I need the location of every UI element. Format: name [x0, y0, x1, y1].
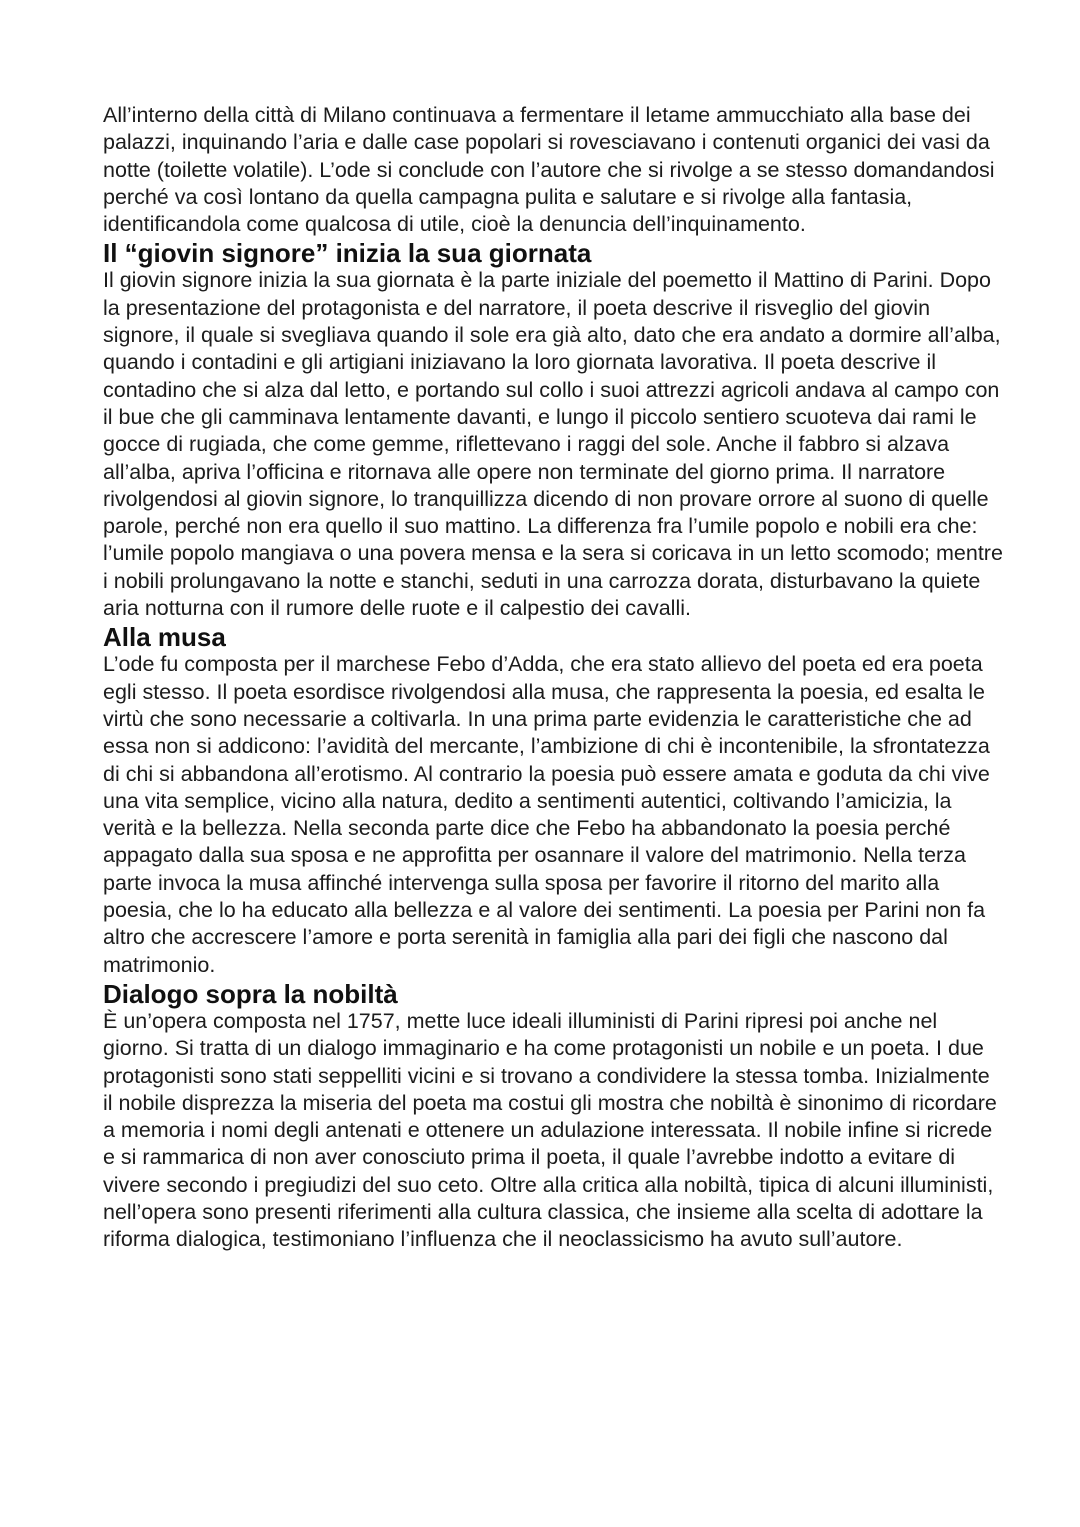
section-heading-dialogo-nobilta: Dialogo sopra la nobiltà	[103, 978, 398, 1009]
section-heading-alla-musa: Alla musa	[103, 622, 226, 653]
section-body-giovin-signore: Il giovin signore inizia la sua giornata è la parte iniziale del poemetto il Mattino di Parini. Dopo la presentazione del protagonista e del narratore, il poeta descrive il risveglio del giovin signore, il quale si svegliava quando il sole era già alto, dato che era andato a dormire all’alba, quando i contadini e gli artigiani iniziavano la loro giornata lavorativa. Il poeta descrive il contadino che si alza dal letto, e portando sul collo i suoi attrezzi agricoli andava al campo con il bue che gli camminava lentamente davanti, e lungo il piccolo sentiero scuoteva dai rami le gocce di rugiada, che come gemme, riflettevano i raggi del sole. Anche il fabbro si alzava all’alba, apriva l’officina e ritornava alle opere non terminate del giorno prima. Il narratore rivolgendosi al giovin signore, lo tranquillizza dicendo di non provare orrore al suono di quelle parole, perché non era quello il suo mattino. La differenza fra l’umile popolo e nobili era che: l’umile popolo mangiava o una povera mensa e la sera si coricava in un letto scomodo; mentre i nobili prolungavano la notte e stanchi, seduti in una carrozza dorata, disturbavano la quiete aria notturna con il rumore delle ruote e il calpestio dei cavalli.	[103, 268, 1003, 621]
intro-paragraph: All’interno della città di Milano continuava a fermentare il letame ammucchiato alla base dei palazzi, inquinando l’aria e dalle case popolari si rovesciavano i contenuti organici dei vasi da notte (toilette volatile). L’ode si conclude con l’autore che si rivolge a se stesso domandandosi perché va così lontano da quella campagna pulita e salutare e si rivolge alla fantasia, identificandola come qualcosa di utile, cioè la denuncia dell’inquinamento.	[103, 103, 995, 237]
section-body-alla-musa: L’ode fu composta per il marchese Febo d’Adda, che era stato allievo del poeta ed era poeta egli stesso. Il poeta esordisce rivolgendosi alla musa, che rappresenta la poesia, ed esalta le virtù che sono necessarie a coltivarla. In una prima parte evidenzia le caratteristiche che ad essa non si addicono: l’avidità del mercante, l’ambizione di chi è incontenibile, la sfrontatezza di chi si abbandona all’erotismo. Al contrario la poesia può essere amata e goduta da chi vive una vita semplice, vicino alla natura, dedito a sentimenti autentici, coltivando l’amicizia, la verità e la bellezza. Nella seconda parte dice che Febo ha abbandonato la poesia perché appagato dalla sua sposa e ne approfitta per osannare il valore del matrimonio. Nella terza parte invoca la musa affinché intervenga sulla sposa per favorire il ritorno del marito alla poesia, che lo ha educato alla bellezza e al valore dei sentimenti. La poesia per Parini non fa altro che accrescere l’amore e porta serenità in famiglia alla pari dei figli che nascono dal matrimonio.	[103, 652, 990, 977]
section-body-dialogo-nobilta: È un’opera composta nel 1757, mette luce ideali illuministi di Parini ripresi poi anche nel giorno. Si tratta di un dialogo immaginario e ha come protagonisti un nobile e un poeta. I due protagonisti sono stati seppelliti vicini e si trovano a condividere la stessa tomba. Inizialmente il nobile disprezza la miseria del poeta ma costui gli mostra che nobiltà è sinonimo di ricordare a memoria i nomi degli antenati e ottenere un adulazione interessata. Il nobile infine si ricrede e si rammarica di non aver conosciuto prima il poeta, il quale l’avrebbe indotto a evitare di vivere secondo i pregiudizi del suo ceto. Oltre alla critica alla nobiltà, tipica di alcuni illuministi, nell’opera sono presenti riferimenti alla cultura classica, che insieme alla scelta di adottare la riforma dialogica, testimoniano l’influenza che il neoclassicismo ha avuto sull’autore.	[103, 1008, 997, 1252]
document-page	[103, 102, 1003, 1254]
section-heading-giovin-signore: Il “giovin signore” inizia la sua giornata	[103, 238, 592, 269]
